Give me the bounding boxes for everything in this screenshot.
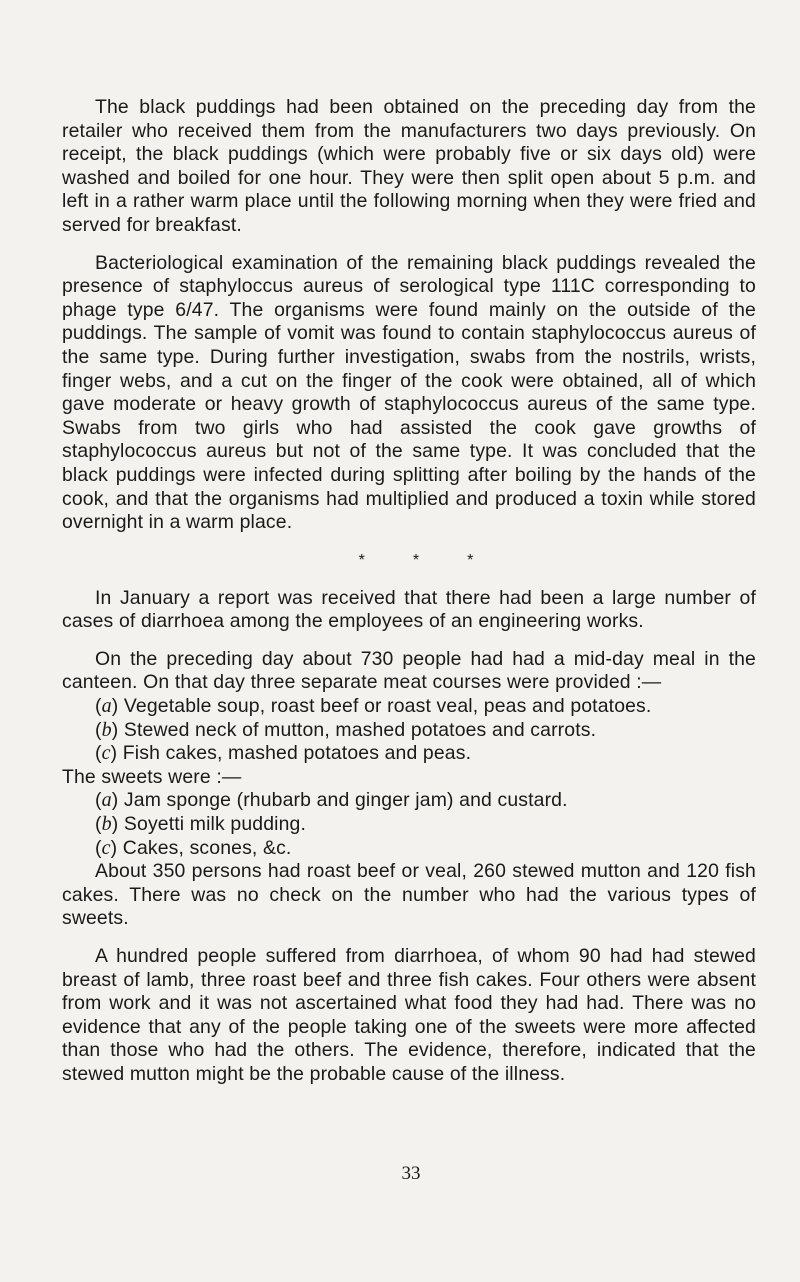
separator-star: *	[358, 551, 365, 569]
list-item: (c) Cakes, scones, &c.	[95, 836, 292, 859]
document-page	[62, 96, 756, 1087]
list-item: (b) Soyetti milk pudding.	[95, 813, 306, 836]
paragraph-diarrhoea-cases: A hundred people suffered from diarrhoea, of whom 90 had had stewed breast of lamb, three roast beef and three fish cakes. Four others were absent from work and it was not ascertained what food they had had. There was no evidence that any of the people taking one of the sweets were more affected than those who had the others. The evidence, therefore, indicated that the stewed mutton might be the probable cause of the illness.	[62, 945, 756, 1085]
list-item-label: b	[101, 718, 112, 741]
paragraph-persons-count: About 350 persons had roast beef or veal, 260 stewed mutton and 120 fish cakes. There was no check on the number who had the various types of sweets.	[62, 860, 756, 930]
sweets-list	[62, 789, 756, 860]
separator-star: *	[467, 551, 474, 569]
section-separator	[62, 549, 756, 573]
paragraph-january-report: In January a report was received that there had been a large number of cases of diarrhoea among the employees of an engineering works.	[62, 586, 756, 633]
list-item-text: Vegetable soup, roast beef or roast veal, peas and potatoes.	[123, 695, 652, 718]
paragraph-bacteriological-exam: Bacteriological examination of the remaining black puddings revealed the presence of staphyloccus aureus of serological type 111C corresponding to phage type 6/47. The organisms were found mainly on the outside of the puddings. The sample of vomit was found to contain staphylococcus aureus of the same type. During further investigation, swabs from the nostrils, wrists, finger webs, and a cut on the finger of the cook were obtained, all of which gave moderate or heavy growth of staphylococcus aureus of the same type. Swabs from two girls who had assisted the cook gave growths of staphylococcus aureus but not of the same type. It was concluded that the black puddings were infected during splitting after boiling by the hands of the cook, and that the organisms had multiplied and produced a toxin while stored overnight in a warm place.	[62, 251, 756, 534]
list-item: (b) Stewed neck of mutton, mashed potatoes and carrots.	[95, 718, 597, 741]
list-item-label: c	[101, 836, 111, 859]
meat-course-list	[62, 695, 756, 766]
list-item-text: Jam sponge (rhubarb and ginger jam) and custard.	[123, 789, 568, 812]
list-item: (a) Jam sponge (rhubarb and ginger jam) and custard.	[95, 789, 568, 812]
list-item-label: a	[101, 695, 112, 718]
page-number: 33	[401, 1163, 421, 1184]
paragraph-black-puddings: The black puddings had been obtained on the preceding day from the retailer who received them from the manufacturers two days previously. On receipt, the black puddings (which were probably five or six days old) were washed and boiled for one hour. They were then split open about 5 p.m. and left in a rather warm place until the following morning when they were fried and served for breakfast.	[62, 96, 756, 236]
list-item-text: Cakes, scones, &c.	[122, 836, 292, 859]
paragraph-sweets-heading: The sweets were :—	[62, 765, 242, 788]
list-item-label: a	[101, 789, 112, 812]
list-item-text: Stewed neck of mutton, mashed potatoes and carrots.	[123, 718, 597, 741]
separator-star: *	[412, 551, 420, 569]
list-item-text: Soyetti milk pudding.	[123, 813, 306, 836]
list-item-text: Fish cakes, mashed potatoes and peas.	[122, 742, 472, 765]
list-item: (a) Vegetable soup, roast beef or roast veal, peas and potatoes.	[95, 695, 652, 718]
list-item-label: c	[101, 742, 111, 765]
list-item-label: b	[101, 813, 112, 836]
paragraph-canteen-meal: On the preceding day about 730 people had had a mid-day meal in the canteen. On that day three separate meat courses were provided :—	[62, 647, 756, 694]
list-item: (c) Fish cakes, mashed potatoes and peas.	[95, 742, 472, 765]
